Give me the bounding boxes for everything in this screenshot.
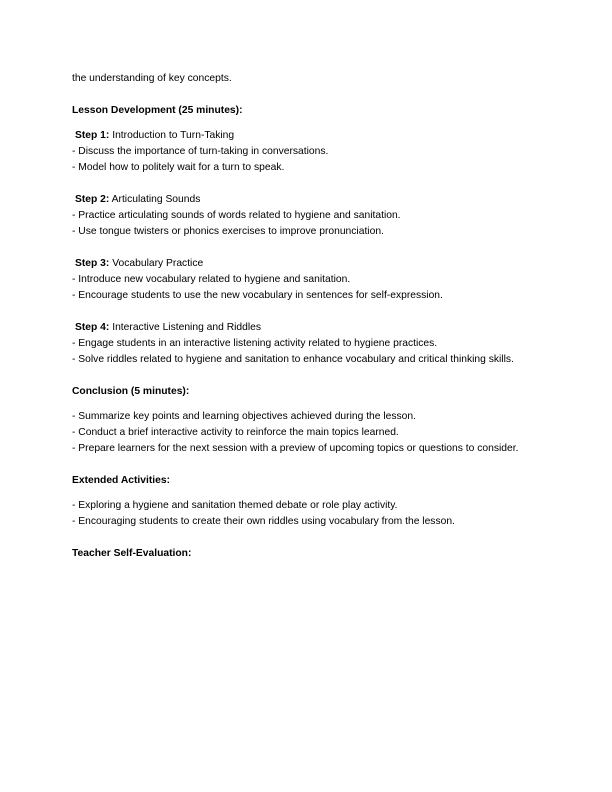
conclusion-list bbox=[72, 409, 532, 457]
document-body bbox=[72, 71, 532, 562]
step-title: Interactive Listening and Riddles bbox=[112, 322, 262, 333]
step-3 bbox=[72, 256, 532, 304]
teacher-self-evaluation-heading: Teacher Self-Evaluation: bbox=[72, 548, 192, 559]
list-item: - Discuss the importance of turn-taking in conversations. bbox=[72, 146, 329, 157]
extended-activities-heading: Extended Activities: bbox=[72, 475, 171, 486]
lesson-development-heading: Lesson Development (25 minutes): bbox=[72, 105, 243, 116]
list-item: - Introduce new vocabulary related to hygiene and sanitation. bbox=[72, 274, 351, 285]
list-item: - Exploring a hygiene and sanitation themed debate or role play activity. bbox=[72, 500, 398, 511]
extended-activities-list bbox=[72, 498, 532, 530]
step-title: Articulating Sounds bbox=[111, 194, 201, 205]
list-item: - Solve riddles related to hygiene and sanitation to enhance vocabulary and critical thinking skills. bbox=[72, 354, 514, 365]
step-title: Vocabulary Practice bbox=[112, 258, 204, 269]
list-item: - Conduct a brief interactive activity to reinforce the main topics learned. bbox=[72, 427, 399, 438]
list-item: - Encourage students to use the new vocabulary in sentences for self-expression. bbox=[72, 290, 443, 301]
step-label: Step 2: bbox=[75, 194, 110, 205]
step-label: Step 3: bbox=[75, 258, 110, 269]
list-item: - Model how to politely wait for a turn to speak. bbox=[72, 162, 285, 173]
step-label: Step 4: bbox=[75, 322, 110, 333]
list-item: - Use tongue twisters or phonics exercises to improve pronunciation. bbox=[72, 226, 384, 237]
step-2 bbox=[72, 192, 532, 240]
step-label: Step 1: bbox=[75, 130, 110, 141]
intro-continuation: the understanding of key concepts. bbox=[72, 73, 232, 84]
list-item: - Practice articulating sounds of words related to hygiene and sanitation. bbox=[72, 210, 401, 221]
conclusion-heading: Conclusion (5 minutes): bbox=[72, 386, 190, 397]
list-item: - Engage students in an interactive listening activity related to hygiene practices. bbox=[72, 338, 438, 349]
step-4 bbox=[72, 320, 532, 368]
list-item: - Summarize key points and learning objectives achieved during the lesson. bbox=[72, 411, 416, 422]
list-item: - Encouraging students to create their own riddles using vocabulary from the lesson. bbox=[72, 516, 455, 527]
step-1 bbox=[72, 128, 532, 176]
list-item: - Prepare learners for the next session with a preview of upcoming topics or questions to consider. bbox=[72, 443, 519, 454]
step-title: Introduction to Turn-Taking bbox=[112, 130, 235, 141]
